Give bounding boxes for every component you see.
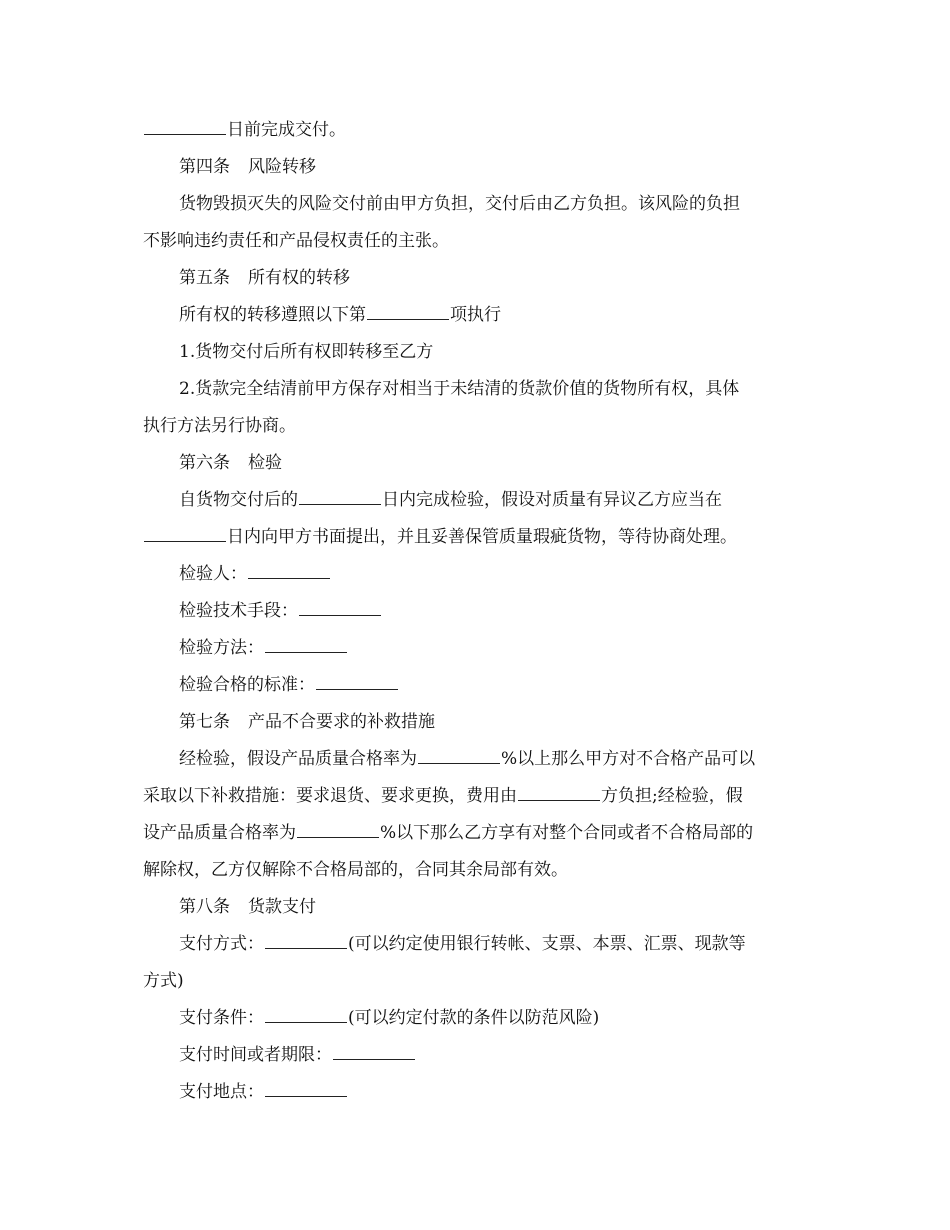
- article-number: 第六条: [179, 453, 230, 473]
- inspection-standard-field: 检验合格的标准：: [143, 667, 803, 704]
- paragraph-line: 日前完成交付。: [143, 112, 803, 149]
- paragraph-line: 解除权，乙方仅解除不合格局部的，合同其余局部有效。: [143, 860, 568, 880]
- payment-condition-field: 支付条件： (可以约定付款的条件以防范风险): [179, 1008, 600, 1028]
- fill-in-blank: [367, 318, 449, 320]
- fill-in-blank: [333, 1058, 415, 1060]
- payment-location-field: 支付地点：: [143, 1074, 803, 1111]
- fill-in-blank: [144, 540, 226, 542]
- article-heading-4: [143, 149, 803, 186]
- fill-in-blank: [248, 577, 330, 579]
- paragraph-line: 日内向甲方书面提出，并且妥善保管质量瑕疵货物，等待协商处理。: [143, 519, 803, 556]
- payment-method-field: 支付方式： (可以约定使用银行转帐、支票、本票、汇票、现款等: [179, 934, 746, 954]
- fill-in-blank: [265, 947, 347, 949]
- paragraph-line: 不影响违约责任和产品侵权责任的主张。: [143, 231, 449, 251]
- fill-in-blank: [518, 799, 600, 801]
- paragraph-line: 所有权的转移遵照以下第 项执行: [179, 305, 501, 325]
- article-number: 第五条: [179, 268, 230, 288]
- paragraph-line: 2.货款完全结清前甲方保存对相当于未结清的货款价值的货物所有权，具体: [179, 379, 740, 399]
- paragraph-line: 1.货物交付后所有权即转移至乙方: [179, 342, 434, 362]
- paragraph-line: 自货物交付后的 日内完成检验，假设对质量有异议乙方应当在: [179, 490, 722, 510]
- article-heading-7: [143, 704, 803, 741]
- article-number: 第七条: [179, 712, 230, 732]
- fill-in-blank: [265, 1021, 347, 1023]
- paragraph-line: 经检验，假设产品质量合格率为 %以上那么甲方对不合格产品可以: [179, 749, 756, 769]
- article-title: 所有权的转移: [248, 268, 350, 288]
- inspection-method-field: 检验方法：: [143, 630, 803, 667]
- inspector-field: 检验人：: [143, 556, 803, 593]
- paragraph-line: 执行方法另行协商。: [143, 416, 296, 436]
- article-heading-6: [143, 445, 803, 482]
- article-heading-8: [143, 889, 803, 926]
- payment-deadline-field: 支付时间或者期限：: [143, 1037, 803, 1074]
- fill-in-blank: [299, 503, 381, 505]
- inspection-technique-field: 检验技术手段：: [143, 593, 803, 630]
- paragraph-line: 采取以下补救措施：要求退货、要求更换，费用由 方负担;经检验，假: [143, 786, 743, 806]
- document-body: [143, 112, 803, 1111]
- paragraph-line: 设产品质量合格率为 %以下那么乙方享有对整个合同或者不合格局部的: [143, 823, 754, 843]
- paragraph-line: 货物毁损灭失的风险交付前由甲方负担，交付后由乙方负担。该风险的负担: [179, 194, 740, 214]
- article-title: 检验: [248, 453, 282, 473]
- fill-in-blank: [265, 1095, 347, 1097]
- article-title: 货款支付: [248, 897, 316, 917]
- fill-in-blank: [144, 133, 226, 135]
- paragraph-line: 方式): [143, 971, 184, 991]
- fill-in-blank: [418, 762, 500, 764]
- article-title: 风险转移: [248, 157, 316, 177]
- fill-in-blank: [265, 651, 347, 653]
- article-number: 第八条: [179, 897, 230, 917]
- fill-in-blank: [299, 614, 381, 616]
- fill-in-blank: [297, 836, 379, 838]
- article-number: 第四条: [179, 157, 230, 177]
- fill-in-blank: [316, 688, 398, 690]
- article-heading-5: [143, 260, 803, 297]
- article-title: 产品不合要求的补救措施: [248, 712, 435, 732]
